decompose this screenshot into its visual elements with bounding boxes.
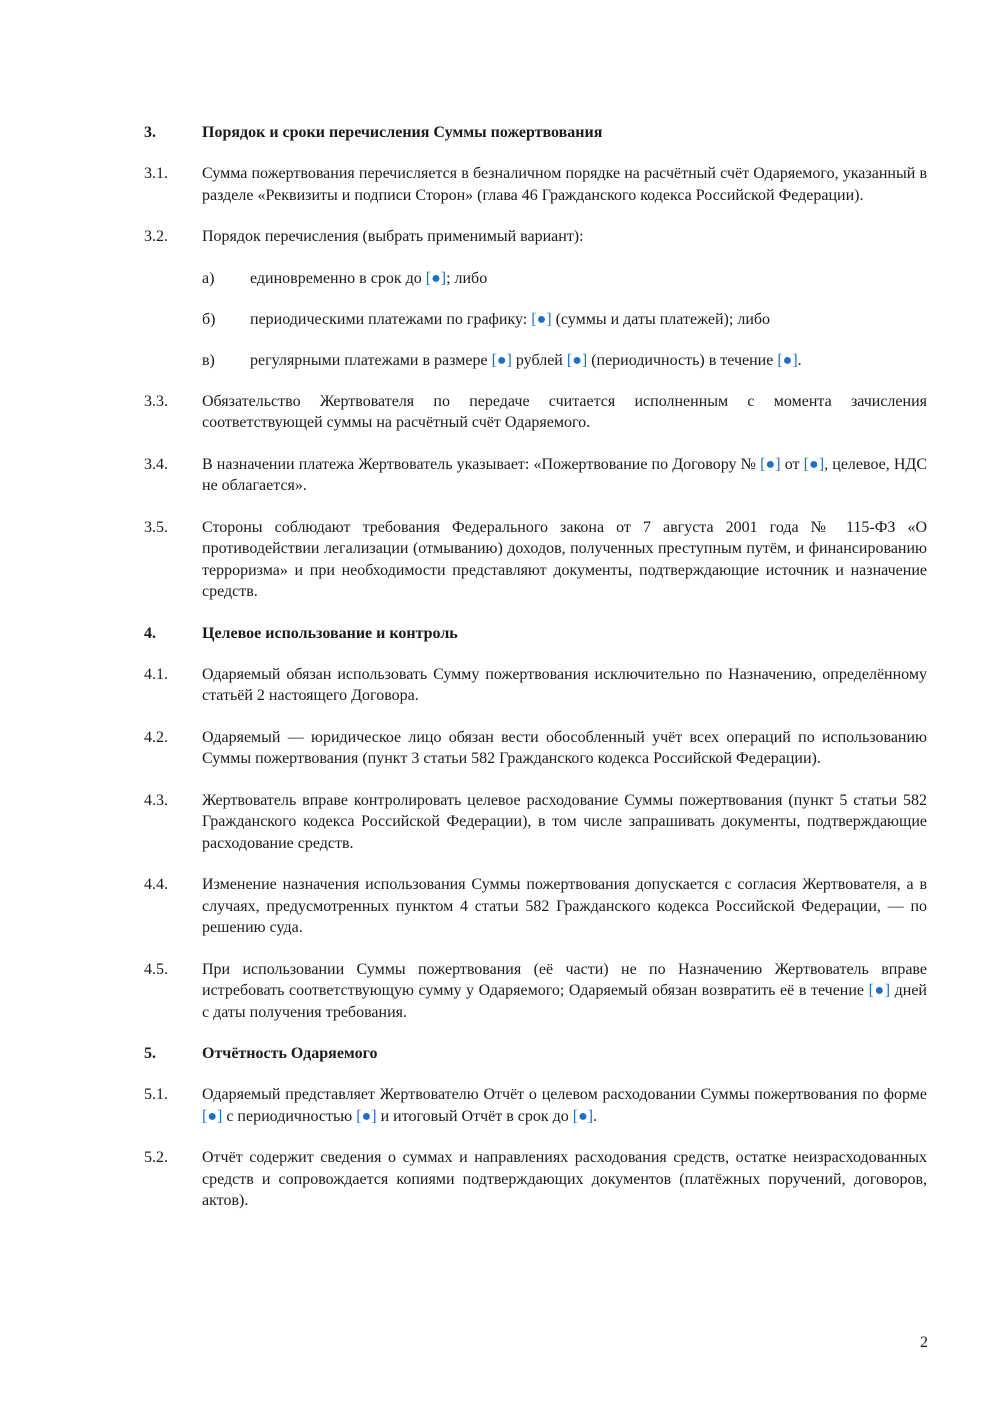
sub-item-text: периодическими платежами по графику: [●] (суммы и даты платежей); либо — [250, 310, 771, 328]
section-3-heading — [144, 122, 927, 143]
clause-number: 3.5. — [144, 518, 168, 536]
clause-number: 4.5. — [144, 960, 168, 978]
section-4-heading — [144, 623, 927, 644]
placeholder-field[interactable]: [●] — [777, 351, 798, 369]
placeholder-field[interactable]: [●] — [566, 351, 588, 369]
clause-4-4 — [144, 874, 927, 939]
clause-number: 3.1. — [144, 165, 168, 182]
sub-item-a — [202, 268, 927, 289]
placeholder-field[interactable]: [●] — [356, 1107, 377, 1125]
section-title: Отчётность Одаряемого — [202, 1045, 378, 1062]
sub-item-b — [202, 309, 927, 330]
clause-text: В назначении платежа Жертвователь указывает: «Пожертвование по Договору № [●] от [●], целевое, НДС не облагается». — [202, 455, 927, 494]
clause-number: 5.2. — [144, 1149, 168, 1166]
clause-3-5 — [144, 517, 927, 603]
placeholder-field[interactable]: [●] — [760, 455, 781, 473]
clause-text: Порядок перечисления (выбрать применимый вариант): — [202, 228, 584, 245]
clause-4-1 — [144, 664, 927, 707]
sub-item-text: единовременно в срок до [●]; либо — [250, 269, 488, 287]
page-content — [144, 122, 927, 1232]
clause-number: 5.1. — [144, 1086, 168, 1103]
placeholder-field[interactable]: [●] — [202, 1107, 223, 1125]
clause-number: 4.1. — [144, 665, 168, 683]
clause-number: 3.4. — [144, 455, 168, 473]
clause-3-3 — [144, 391, 927, 434]
sub-item-letter: а) — [202, 269, 215, 287]
placeholder-field[interactable]: [●] — [531, 310, 552, 328]
clause-text: Отчёт содержит сведения о суммах и направлениях расходования средств, остатке неизрасходованных средств и сопровождается копиями подтверждающих документов (платёжных поручений, договоров, актов). — [202, 1149, 927, 1209]
clause-5-2 — [144, 1147, 927, 1212]
clause-3-1 — [144, 163, 927, 206]
placeholder-field[interactable]: [●] — [572, 1107, 594, 1125]
clause-5-1 — [144, 1084, 927, 1127]
clause-number: 3.3. — [144, 392, 168, 410]
clause-number: 3.2. — [144, 228, 168, 245]
section-number: 3. — [144, 124, 156, 141]
sub-item-letter: б) — [202, 310, 216, 328]
sub-item-text: регулярными платежами в размере [●] рублей [●] (периодичность) в течение [●]. — [250, 351, 802, 369]
page-number: 2 — [920, 1334, 928, 1351]
placeholder-field[interactable]: [●] — [491, 351, 512, 369]
clause-text: Стороны соблюдают требования Федерального закона от 7 августа 2001 года № 115-ФЗ «О противодействии легализации (отмыванию) доходов, полученных преступным путём, и финансированию терроризма» и при необходимости представляют документы, подтверждающие источник и назначение средств. — [202, 518, 927, 600]
sub-item-letter: в) — [202, 351, 215, 369]
clause-number: 4.3. — [144, 791, 168, 809]
clause-3-4 — [144, 454, 927, 497]
section-5-heading — [144, 1043, 927, 1064]
clause-text: Сумма пожертвования перечисляется в безналичном порядке на расчётный счёт Одаряемого, указанный в разделе «Реквизиты и подписи Сторон» (глава 46 Гражданского кодекса Российской Федерации). — [202, 165, 927, 204]
section-title: Целевое использование и контроль — [202, 624, 458, 642]
placeholder-field[interactable]: [●] — [425, 269, 447, 287]
clause-number: 4.4. — [144, 876, 168, 893]
clause-text: При использовании Суммы пожертвования (её части) не по Назначению Жертвователь вправе истребовать соответствующую сумму у Одаряемого; Одаряемый обязан возвратить её в течение [●] дней с даты получения требования. — [202, 960, 927, 1021]
clause-text: Изменение назначения использования Суммы пожертвования допускается с согласия Жертвователя, а в случаях, предусмотренных пунктом 4 статьи 582 Гражданского кодекса Российской Федерации, — по решению суда. — [202, 876, 927, 936]
clause-number: 4.2. — [144, 728, 168, 746]
clause-text: Жертвователь вправе контролировать целевое расходование Суммы пожертвования (пункт 5 статьи 582 Гражданского кодекса Российской Федерации), в том числе запрашивать документы, подтверждающие расходование средств. — [202, 791, 927, 852]
clause-text: Одаряемый обязан использовать Сумму пожертвования исключительно по Назначению, определённому статьёй 2 настоящего Договора. — [202, 665, 927, 704]
placeholder-field[interactable]: [●] — [803, 455, 825, 473]
clause-text: Одаряемый — юридическое лицо обязан вести обособленный учёт всех операций по использованию Суммы пожертвования (пункт 3 статьи 582 Гражданского кодекса Российской Федерации). — [202, 728, 927, 767]
section-number: 4. — [144, 624, 156, 642]
clause-4-5 — [144, 959, 927, 1024]
clause-4-3 — [144, 790, 927, 855]
clause-text: Обязательство Жертвователя по передаче считается исполненным с момента зачисления соответствующей суммы на расчётный счёт Одаряемого. — [202, 392, 927, 431]
section-number: 5. — [144, 1045, 156, 1062]
clause-4-2 — [144, 727, 927, 770]
sub-item-v — [202, 350, 927, 371]
placeholder-field[interactable]: [●] — [868, 982, 891, 999]
clause-text: Одаряемый представляет Жертвователю Отчёт о целевом расходовании Суммы пожертвования по форме [●] с периодичностью [●] и итоговый Отчёт в срок до [●]. — [202, 1086, 927, 1125]
clause-3-2 — [144, 226, 927, 248]
section-title: Порядок и сроки перечисления Суммы пожертвования — [202, 124, 603, 141]
